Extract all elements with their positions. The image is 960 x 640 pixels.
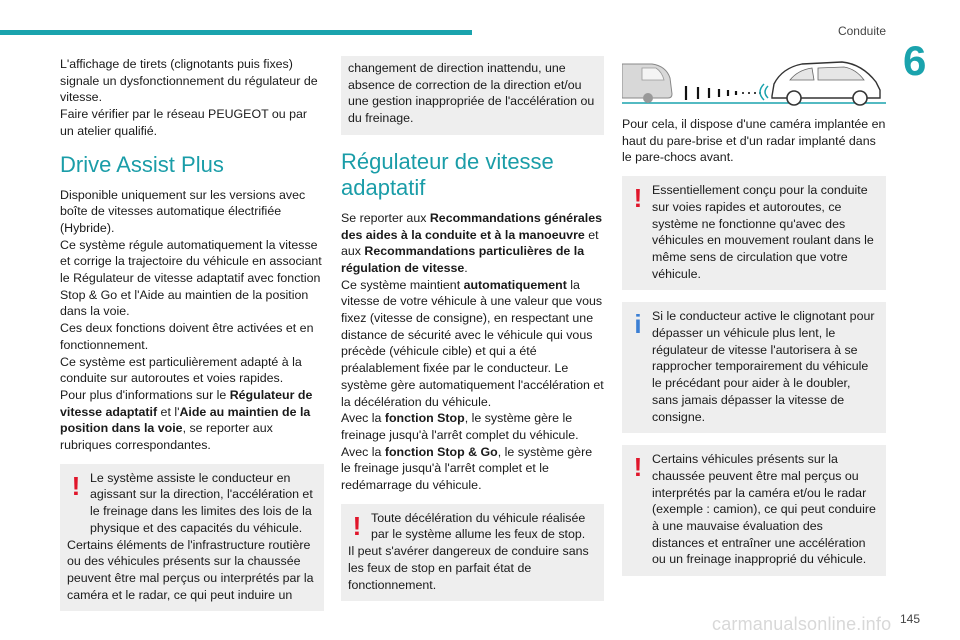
- paragraph: Ce système maintient automatiquement la vitesse de votre véhicule à une valeur que vous fixez (vitesse de consigne), en respectant une distance de sécurité avec le véhicule qui vous précède (véhicule cible) et qui a été préalablement fixée par le conducteur. Le système gère automatiquement l'accélération et la décélération du véhicule.: [341, 277, 604, 409]
- paragraph: Ces deux fonctions doivent être activées et en fonctionnement.: [60, 321, 314, 352]
- warning-box-continued: [341, 56, 604, 135]
- warning-box: [622, 176, 886, 290]
- intro-text-2: Faire vérifier par le réseau PEUGEOT ou par un atelier qualifié.: [60, 107, 307, 138]
- warning-text: Toute décélération du véhicule réalisée par le système allume les feux de stop.: [371, 510, 586, 542]
- warning-text: Essentiellement conçu pour la conduite sur voies rapides et autoroutes, ce système ne fonctionne qu'avec des véhicules en mouvement roulant dans le même sens de circulation que votre véhicule.: [652, 183, 874, 281]
- header-accent-bar: [0, 30, 472, 35]
- warning-text: Le système assiste le conducteur en agissant sur la direction, l'accélération et le freinage dans les limites des lois de la physique et des capacités du véhicule.: [90, 470, 313, 535]
- paragraph: Ce système est particulièrement adapté à la conduite sur autoroutes et voies rapides.: [60, 354, 302, 386]
- paragraph: Disponible uniquement sur les versions avec boîte de vitesses automatique électrifiée (Hybride).: [60, 187, 306, 235]
- warning-icon: !: [352, 510, 362, 541]
- warning-icon: !: [633, 183, 643, 214]
- info-text: Si le conducteur active le clignotant pour dépasser un véhicule plus lent, le régulateur de vitesse l'autorisera à se rapprocher temporairement du véhicule le précédant pour aider à le doubler, sans jamais dépasser la vitesse de consigne.: [652, 309, 875, 424]
- warning-box: [341, 504, 604, 602]
- paragraph: Pour plus d'informations sur le Régulateur de vitesse adaptatif et l'Aide au maintien de la position dans la voie, se reporter aux rubriques correspondantes.: [60, 387, 313, 453]
- warning-icon: !: [71, 470, 81, 501]
- section-title: Conduite: [837, 24, 886, 38]
- column-2: [341, 56, 604, 607]
- warning-box: [60, 464, 324, 612]
- column-1: [60, 56, 324, 617]
- intro-text: L'affichage de tirets (clignotants puis fixes) signale un dysfonctionnement du régulateur de vitesse.: [60, 57, 318, 105]
- heading-drive-assist-plus: Drive Assist Plus: [60, 151, 224, 177]
- warning-box: [622, 445, 886, 576]
- chapter-number: 6: [903, 37, 927, 84]
- info-box: [622, 302, 886, 433]
- warning-text: Certains véhicules présents sur la chaussée peuvent être mal perçus ou interprétés par la caméra et/ou le radar (exemple : camion), ce qui peut conduire à une mauvaise évaluation des distances et entraîner une accélération ou un freinage inapproprié du véhicule.: [652, 452, 876, 567]
- paragraph: Avec la fonction Stop, le système gère le freinage jusqu'à l'arrêt complet du véhicule.: [341, 411, 579, 442]
- paragraph: Se reporter aux Recommandations générales des aides à la conduite et à la manoeuvre et aux Recommandations particulières de la régulation de vitesse.: [341, 210, 603, 275]
- paragraph: Avec la fonction Stop & Go, le système gère le freinage jusqu'à l'arrêt complet et le redémarrage du véhicule.: [341, 444, 593, 493]
- column-3: [622, 56, 886, 582]
- radar-car-illustration: [622, 56, 886, 106]
- warning-text-continued: changement de direction inattendu, une absence de correction de la direction et/ou une gestion inappropriée de l'accélération ou du freinage.: [348, 61, 595, 126]
- info-icon: i: [634, 309, 642, 340]
- heading-regulateur: Régulateur de vitesse adaptatif: [341, 148, 554, 200]
- warning-text-2: Il peut s'avérer dangereux de conduire sans les feux de stop en parfait état de fonctionnement.: [348, 544, 589, 592]
- page-number: 145: [900, 612, 921, 626]
- paragraph: Pour cela, il dispose d'une caméra implantée en haut du pare-brise et d'un radar implanté dans le pare-chocs avant.: [622, 117, 886, 165]
- paragraph: Ce système régule automatiquement la vitesse et corrige la trajectoire du véhicule en associant le Régulateur de vitesse adaptatif avec fonction Stop & Go et l'Aide au maintien de la position dans la voie.: [60, 237, 322, 319]
- car-radar-icon: [622, 56, 886, 106]
- watermark: carmanualsonline.info: [712, 614, 892, 634]
- warning-text-2: Certains éléments de l'infrastructure routière ou des véhicules présents sur la chaussée peuvent être mal perçus ou interprétés par la caméra et le radar, ce qui peut induire un: [67, 537, 314, 602]
- warning-icon: !: [633, 452, 643, 483]
